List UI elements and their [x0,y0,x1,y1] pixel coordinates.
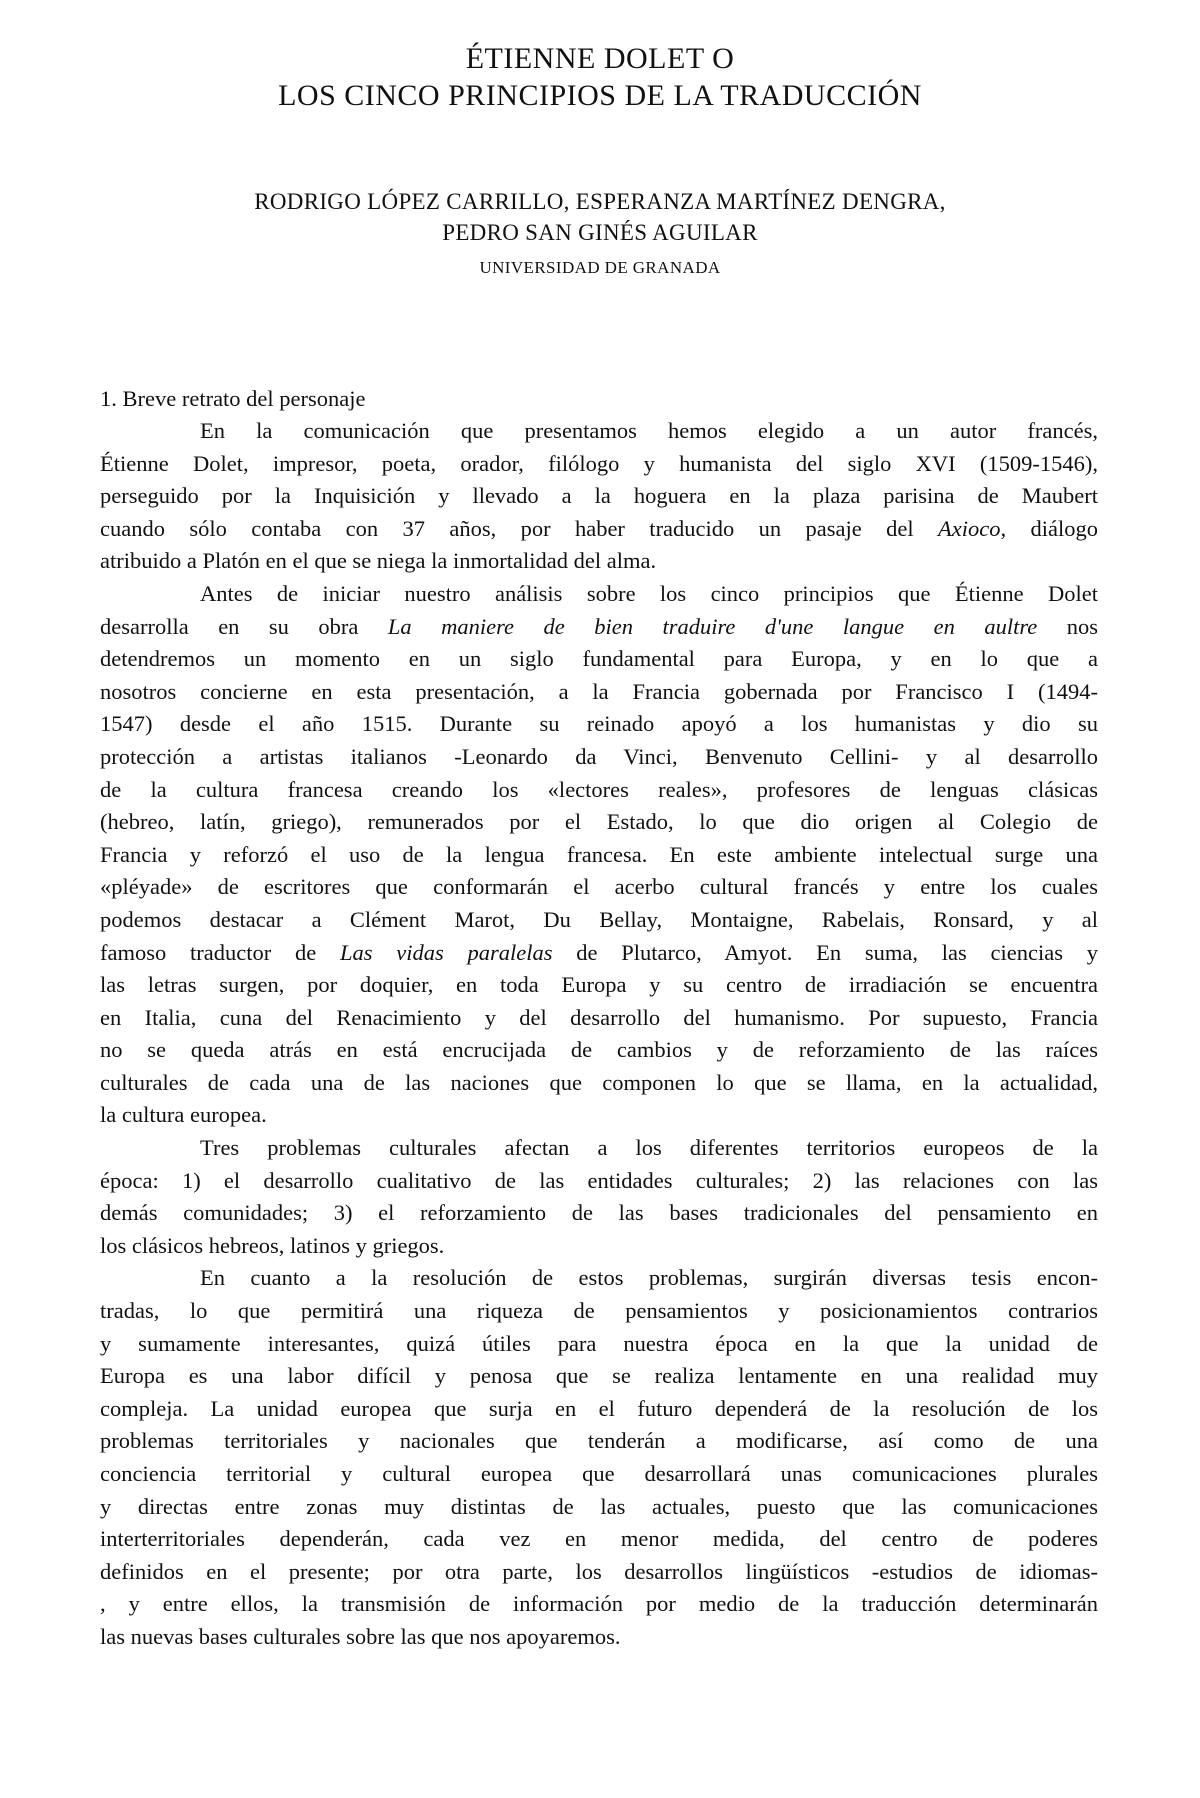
title-line-1: ÉTIENNE DOLET O [465,42,735,75]
article-body [100,383,1098,1654]
text-line: 1547) desde el año 1515. Durante su reinado apoyó a los humanistas y dio su [100,711,1098,737]
section-heading: 1. Breve retrato del personaje [100,386,366,411]
text-span: cuando sólo contaba con 37 años, por haber traducido un pasaje del [100,515,939,541]
text-span: nos [1037,613,1098,639]
text-line: Antes de iniciar nuestro análisis sobre los cinco principios que Étienne Dolet [200,580,1098,606]
text-span: de Plutarco, Amyot. En suma, las ciencias y [552,939,1098,965]
text-line: podemos destacar a Clément Marot, Du Bellay, Montaigne, Rabelais, Ronsard, y al [100,906,1098,932]
text-line: no se queda atrás en está encrucijada de cambios y de reforzamiento de las raíces [100,1037,1098,1063]
italic-work-title: La maniere de bien traduire d'une langue en aultre [387,613,1038,639]
text-line: y directas entre zonas muy distintas de las actuales, puesto que las comunicaciones [100,1493,1098,1519]
text-span: , diálogo [1000,515,1098,541]
title-line-2: LOS CINCO PRINCIPIOS DE LA TRADUCCIÓN [278,79,922,112]
text-line: los clásicos hebreos, latinos y griegos. [100,1232,445,1258]
text-line: tradas, lo que permitirá una riqueza de pensamientos y posicionamientos contrarios [100,1298,1098,1324]
text-line: «pléyade» de escritores que conformarán el acerbo cultural francés y entre los cuales [100,874,1098,900]
text-line: Francia y reforzó el uso de la lengua francesa. En este ambiente intelectual surge una [100,841,1098,867]
article-title [0,40,1200,114]
text-line: En cuanto a la resolución de estos problemas, surgirán diversas tesis encon- [200,1265,1098,1291]
text-line: Tres problemas culturales afectan a los diferentes territorios europeos de la [200,1135,1098,1161]
text-line: En la comunicación que presentamos hemos elegido a un autor francés, [200,418,1098,443]
text-line: demás comunidades; 3) el reforzamiento de las bases tradicionales del pensamiento en [100,1200,1098,1226]
author-affiliation: UNIVERSIDAD DE GRANADA [479,258,721,277]
text-line [100,513,1098,546]
text-line: compleja. La unidad europea que surja en el futuro dependerá de la resolución de los [100,1395,1098,1421]
text-line: la cultura europea. [100,1102,267,1128]
italic-work-title: Axioco [938,515,1001,541]
text-line: culturales de cada una de las naciones que componen lo que se llama, en la actualidad, [100,1069,1098,1095]
italic-work-title: Las vidas paralelas [339,939,553,965]
text-line [100,611,1098,644]
authors-line-2: PEDRO SAN GINÉS AGUILAR [442,220,758,245]
text-line: nosotros concierne en esta presentación, a la Francia gobernada por Francisco I (1494- [100,678,1098,704]
paragraph-1 [100,415,1098,578]
text-line: atribuido a Platón en el que se niega la inmortalidad del alma. [100,548,657,574]
text-line: conciencia territorial y cultural europea que desarrollará unas comunicaciones plurales [100,1461,1098,1486]
text-line: época: 1) el desarrollo cualitativo de las entidades culturales; 2) las relaciones con las [100,1167,1098,1193]
text-line: de la cultura francesa creando los «lectores reales», profesores de lenguas clásicas [100,776,1098,802]
text-line: perseguido por la Inquisición y llevado a la hoguera en la plaza parisina de Maubert [100,483,1098,509]
paragraph-2 [100,578,1098,1132]
text-line [100,937,1098,970]
text-line: (hebreo, latín, griego), remunerados por el Estado, lo que dio origen al Colegio de [100,809,1098,835]
text-line: protección a artistas italianos -Leonardo da Vinci, Benvenuto Cellini- y al desarrollo [100,743,1098,769]
text-line: las letras surgen, por doquier, en toda Europa y su centro de irradiación se encuentra [100,972,1098,998]
text-line: interterritoriales dependerán, cada vez en menor medida, del centro de poderes [100,1526,1098,1552]
text-line: Europa es una labor difícil y penosa que se realiza lentamente en una realidad muy [100,1363,1098,1389]
text-line: Étienne Dolet, impresor, poeta, orador, filólogo y humanista del siglo XVI (1509-1546), [100,450,1098,476]
text-line: y sumamente interesantes, quizá útiles para nuestra época en la que la unidad de [100,1330,1098,1356]
author-list [0,186,1200,248]
text-line: en Italia, cuna del Renacimiento y del desarrollo del humanismo. Por supuesto, Francia [100,1004,1098,1030]
text-line: detendremos un momento en un siglo fundamental para Europa, y en lo que a [100,646,1098,672]
text-line: , y entre ellos, la transmisión de información por medio de la traducción determinarán [100,1591,1098,1617]
text-span: desarrolla en su obra [100,613,388,639]
authors-line-1: RODRIGO LÓPEZ CARRILLO, ESPERANZA MARTÍNEZ DENGRA, [254,189,946,214]
text-line: las nuevas bases culturales sobre las que nos apoyaremos. [100,1623,621,1649]
text-span: famoso traductor de [100,939,340,965]
text-line: definidos en el presente; por otra parte, los desarrollos lingüísticos -estudios de idiomas- [100,1558,1098,1584]
text-line: problemas territoriales y nacionales que tenderán a modificarse, así como de una [100,1428,1098,1454]
paragraph-3 [100,1132,1098,1262]
paragraph-4 [100,1262,1098,1653]
